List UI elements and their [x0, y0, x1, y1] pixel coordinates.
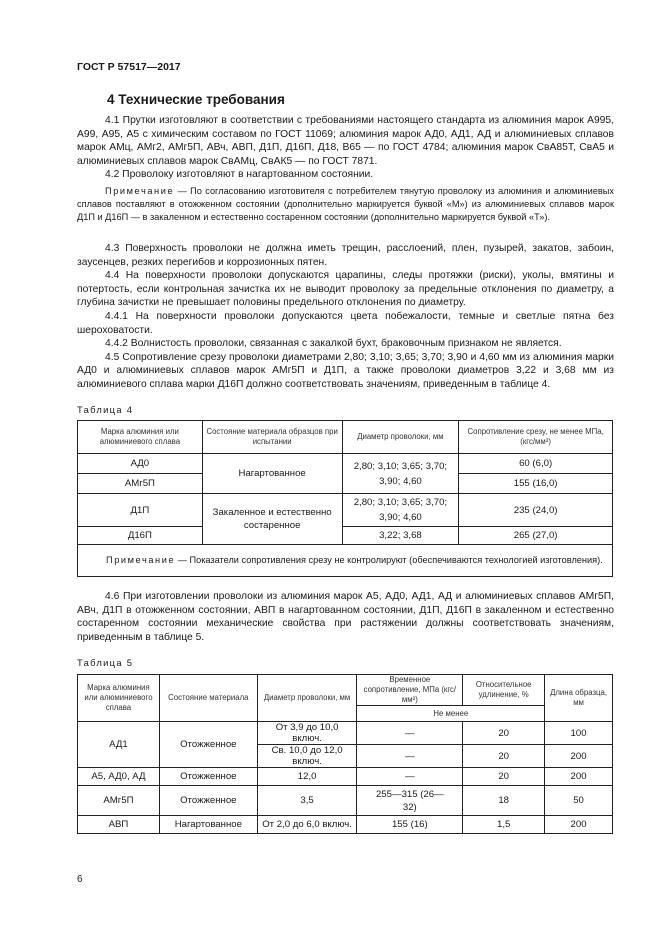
diameter-cell: 3,22; 3,68 [342, 527, 459, 545]
table-4-caption: Таблица 4 [77, 404, 134, 415]
grade-cell: АД0 [78, 454, 203, 474]
section-title: 4 Технические требования [107, 92, 285, 107]
value-cell: 155 (16,0) [459, 474, 613, 494]
strength-cell: — [357, 768, 463, 786]
value-cell: 60 (6,0) [459, 454, 613, 474]
body-text-block-1 [77, 114, 614, 182]
elongation-cell: 1,5 [463, 816, 545, 834]
strength-cell: — [357, 722, 463, 745]
elongation-cell: 20 [463, 722, 545, 745]
state-cell: Отожженное [159, 768, 257, 786]
table-header-cell: Марка алюминия или алюминиевого сплава [78, 675, 160, 722]
diameter-cell: 2,80; 3,10; 3,65; 3,70; 3,90; 4,60 [342, 454, 459, 494]
document-header: ГОСТ Р 57517—2017 [77, 61, 181, 73]
strength-cell: 255—315 (26—32) [357, 786, 463, 816]
table-row [78, 494, 613, 527]
state-cell: Отожженное [159, 786, 257, 816]
state-cell: Закаленное и естественно состаренное [202, 494, 342, 545]
paragraph-4-1: 4.1 Прутки изготовляют в соответствии с требованиями настоящего стандарта из алюминия марок А995, А99, А95, А5 с химическим составом по ГОСТ 11069; алюминия марок АД0, АД1, АД и алюминиевых сплавов марок АМц, АМг2, АМг5П, АВч, АВП, Д1П, Д16П, Д18, В65 — по ГОСТ 4784; алюминия марок СвА85Т, СвА5 и алюминиевых сплавов марок СвАМц, СвАК5 — по ГОСТ 7871. [77, 115, 614, 167]
strength-cell: 155 (16) [357, 816, 463, 834]
paragraph-4-4-1: 4.4.1 На поверхности проволоки допускаются цвета побежалости, темные и светлые пятна без шероховатости. [77, 310, 614, 336]
length-cell: 50 [545, 786, 613, 816]
state-cell: Отожженное [159, 722, 257, 768]
table-header-cell: Относительное удлинение, % [463, 675, 545, 706]
grade-cell: АМг5П [78, 786, 160, 816]
grade-cell: АД1 [78, 722, 160, 768]
paragraph-4-3: 4.3 Поверхность проволоки не должна иметь трещин, расслоений, плен, пузырей, закатов, забоин, заусенцев, резких перегибов и коррозионных пятен. [77, 243, 614, 268]
length-cell: 200 [545, 816, 613, 834]
table-header-cell: Диаметр проволоки, мм [342, 421, 459, 454]
table-4-header-row [78, 421, 613, 454]
grade-cell: Д1П [78, 494, 203, 527]
table-5-caption: Таблица 5 [77, 657, 134, 668]
grade-cell: Д16П [78, 527, 203, 545]
paragraph-4-2: 4.2 Проволоку изготовляют в нагартованном состоянии. [105, 169, 374, 181]
table-header-cell: Состояние материала образцов при испытании [202, 421, 342, 454]
diameter-cell: 2,80; 3,10; 3,65; 3,70; 3,90; 4,60 [342, 494, 459, 527]
diameter-cell: 3,5 [257, 786, 357, 816]
note-label: Примечание [106, 555, 176, 565]
table-note-row [78, 545, 613, 577]
elongation-cell: 18 [463, 786, 545, 816]
note-1 [77, 185, 614, 224]
body-text-block-3 [77, 590, 614, 644]
paragraph-4-4: 4.4 На поверхности проволоки допускаются царапины, следы протяжки (риски), уколы, вмятины и потертость, если контрольная зачистка их не выводит проволоку за предельные отклонения по диаметру, а глубина зачистки не превышает половины предельного отклонения по диаметру. [77, 270, 614, 309]
elongation-cell: 20 [463, 768, 545, 786]
table-4 [77, 420, 613, 577]
length-cell: 200 [545, 745, 613, 768]
table-5 [77, 674, 613, 834]
table-row [78, 816, 613, 834]
diameter-cell: От 3,9 до 10,0 включ. [257, 722, 357, 745]
grade-cell: АМг5П [78, 474, 203, 494]
table-row [78, 454, 613, 474]
table-header-cell: Временное сопротивление, МПа (кгс/мм²) [357, 675, 463, 706]
table-header-cell: Сопротивление срезу, не менее МПа, (кгс/мм²) [459, 421, 613, 454]
table-header-cell: Длина образца, мм [545, 675, 613, 722]
body-text-block-2 [77, 242, 614, 392]
diameter-cell: От 2,0 до 6,0 включ. [257, 816, 357, 834]
paragraph-4-4-2: 4.4.2 Волнистость проволоки, связанная с закалкой бухт, браковочным признаком не является. [105, 338, 562, 350]
table-header-cell: Состояние материала [159, 675, 257, 722]
page-number: 6 [77, 874, 83, 885]
table-row [78, 722, 613, 745]
table-subheader-cell: Не менее [357, 706, 545, 722]
state-cell: Нагартованное [159, 816, 257, 834]
note-text: — Показатели сопротивления срезу не контролируют (обеспечиваются технологией изготовления). [175, 555, 603, 565]
diameter-cell: Св. 10,0 до 12,0 включ. [257, 745, 357, 768]
note-label: Примечание [105, 186, 175, 196]
table-row [78, 786, 613, 816]
strength-cell: — [357, 745, 463, 768]
grade-cell: А5, АД0, АД [78, 768, 160, 786]
table-header-cell: Диаметр проволоки, мм [257, 675, 357, 722]
table-note [78, 545, 613, 577]
elongation-cell: 20 [463, 745, 545, 768]
length-cell: 200 [545, 768, 613, 786]
table-5-header-row [78, 675, 613, 706]
paragraph-4-6: 4.6 При изготовлении проволоки из алюминия марок А5, АД0, АД1, АД и алюминиевых сплавов АМг5П, АВч, Д1П в отожженном состоянии, АВП в нагартованном состоянии, Д1П, Д16П в закаленном и естественно состаренном состоянии механические свойства при растяжении должны соответствовать значениям, приведенным в таблице 5. [77, 591, 614, 643]
state-cell: Нагартованное [202, 454, 342, 494]
value-cell: 235 (24,0) [459, 494, 613, 527]
table-header-cell: Марка алюминия или алюминиевого сплава [78, 421, 203, 454]
length-cell: 100 [545, 722, 613, 745]
note-text: — По согласованию изготовителя с потребителем тянутую проволоку из алюминия и алюминиевых сплавов поставляют в отожженном состоянии (дополнительно маркируется буквой «М») из алюминиевых сплавов марок Д1П и Д16П — в закаленном и естественно состаренном состоянии (дополнительно маркируется буквой «Т»). [77, 186, 614, 222]
table-row [78, 527, 613, 545]
diameter-cell: 12,0 [257, 768, 357, 786]
value-cell: 265 (27,0) [459, 527, 613, 545]
table-row [78, 768, 613, 786]
grade-cell: АВП [78, 816, 160, 834]
paragraph-4-5: 4.5 Сопротивление срезу проволоки диаметрами 2,80; 3,10; 3,65; 3,70; 3,90 и 4,60 мм из алюминия марки АД0 и алюминиевых сплавов марок АМг5П и Д1П, а также проволоки диаметров 3,22 и 3,68 мм из алюминиевого сплава марки Д16П должно соответствовать значениям, приведенным в таблице 4. [77, 351, 614, 390]
